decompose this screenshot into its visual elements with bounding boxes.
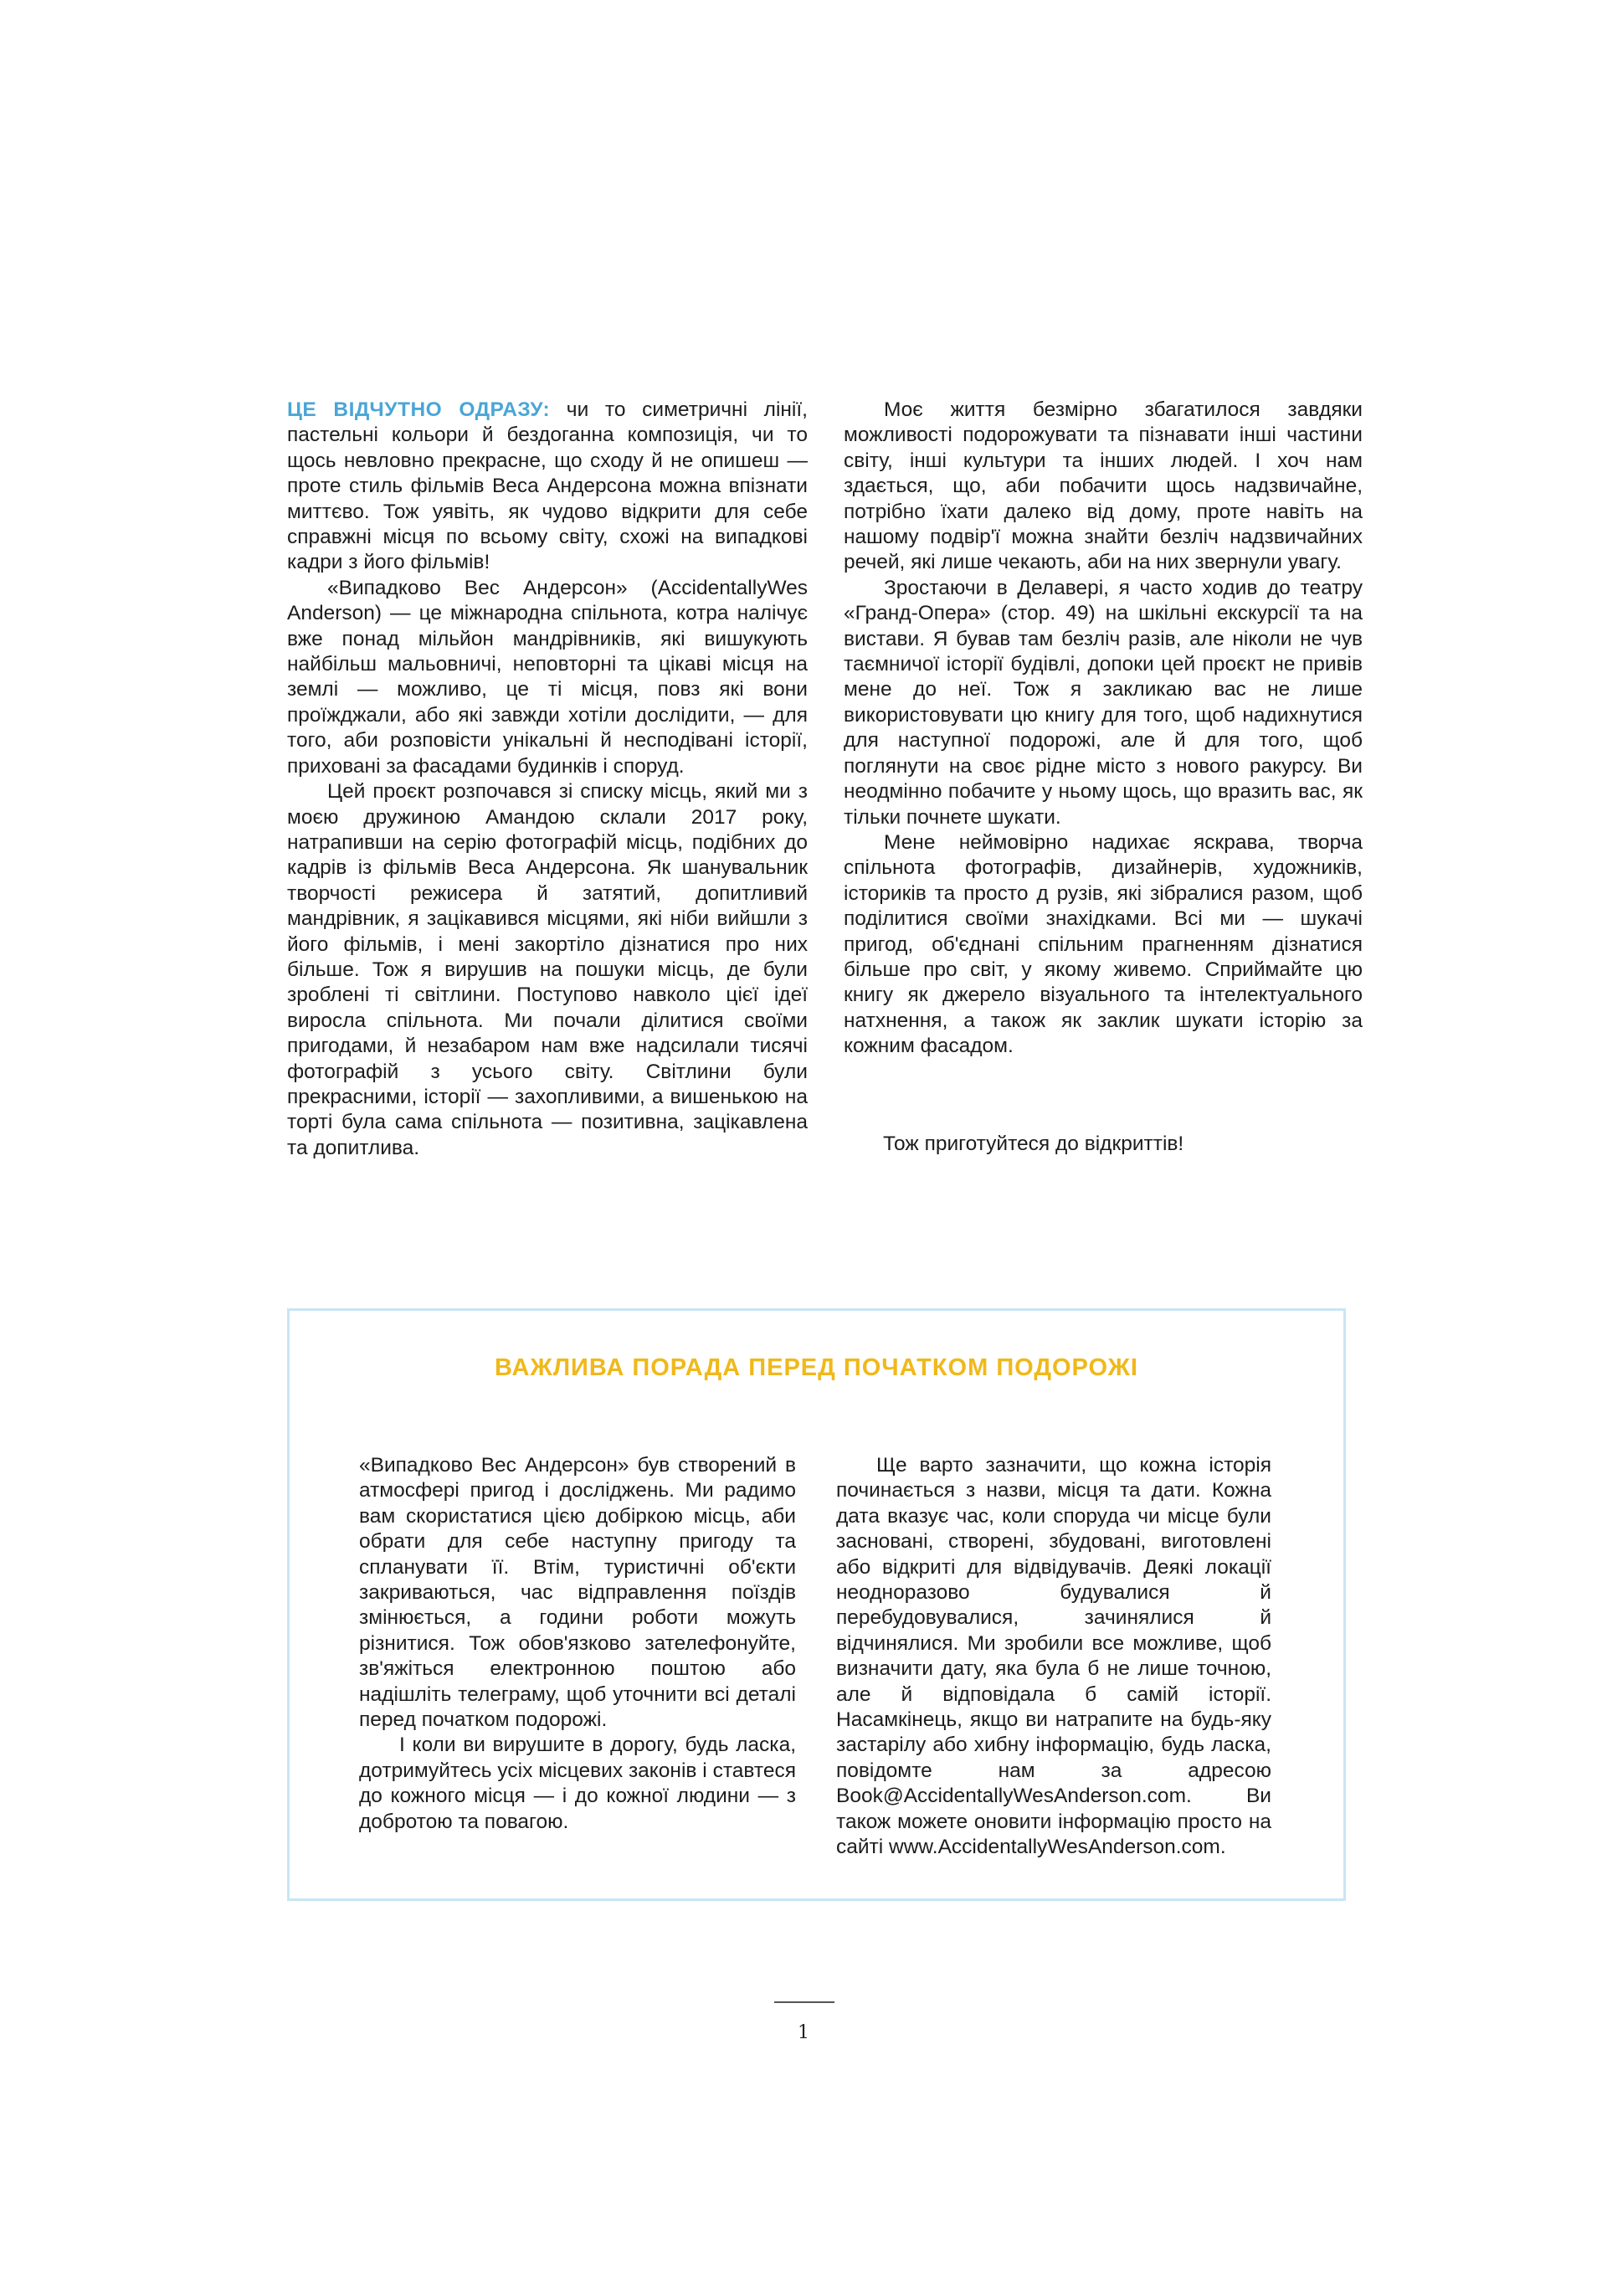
intro-right-column: [844, 398, 1363, 1060]
intro-paragraph-4: Моє життя безмірно збагатилося завдяки можливості подорожувати та пізнавати інші частини світу, інші культури та інших людей. І хоч нам здається, що, аби побачити щось надзвичайне, потрібно їхати далеко від дому, проте навіть на нашому подвір'ї можна знайти безліч надзвичайних речей, які лише чекають, аби на них звернули увагу.: [844, 398, 1363, 574]
page-number: 1: [798, 2022, 809, 2043]
tip-right-column: [836, 1453, 1271, 1861]
tip-paragraph-3: Ще варто зазначити, що кожна історія починається з назви, місця та дати. Кожна дата вказує час, коли споруда чи місце були засновані, створені, збудовані, виготовлені або відкриті для відвідувачів. Деякі локації неодноразово будувалися й перебудовувалися, зачинялися й відчинялися. Ми зробили все можливе, щоб визначити дату, яка була б не лише точною, але й відповідала б самій історії. Насамкінець, якщо ви натрапите на будь-яку застарілу або хибну інформацію, будь ласка, повідомте нам за адресою Book@AccidentallyWesAnderson.com. Ви також можете оновити інформацію просто на сайті www.AccidentallyWesAnderson.com.: [836, 1454, 1271, 1859]
intro-paragraph-2: «Випадково Вес Андерсон» (AccidentallyWes Anderson) — це міжнародна спільнота, котра налічує вже понад мільйон мандрівників, які вишукують найбільш мальовничі, неповторні та цікаві місця на землі — можливо, це ті місця, повз які вони проїжджали, або які завжди хотіли дослідити, — для того, аби розповісти унікальні й несподівані історії, приховані за фасадами будинків і споруд.: [287, 576, 808, 778]
tip-paragraph-2: І коли ви вирушите в дорогу, будь ласка, дотримуйтесь усіх місцевих законів і ставтеся до кожного місця — і до кожної людини — з добротою та повагою.: [359, 1734, 796, 1833]
tip-left-column: [359, 1453, 796, 1835]
intro-paragraph-3: Цей проєкт розпочався зі списку місць, який ми з моєю дружиною Амандою склали 2017 року, натрапивши на серію фотографій місць, подібних до кадрів із фільмів Веса Андерсона. Як шанувальник творчості режисера й затятий, допитливий мандрівник, я зацікавився місцями, які ніби вийшли з його фільмів, і мені закортіло дізнатися про них більше. Тож я вирушив на пошуки місць, де були зроблені ті світлини. Поступово навколо цієї ідеї виросла спільнота. Ми почали ділитися своїми пригодами, й незабаром нам вже надсилали тисячі фотографій з усього світу. Світлини були прекрасними, історії — захопливими, а вишенькою на торті була сама спільнота — позитивна, зацікавлена та допитлива.: [287, 780, 808, 1159]
intro-left-column: [287, 398, 808, 1161]
intro-paragraph-6: Мене неймовірно надихає яскрава, творча спільнота фотографів, дизайнерів, художників, істориків та просто д рузів, які зібралися разом, щоб поділитися своїми знахідками. Всі ми — шукачі пригод, об'єднані спільним прагненням дізнатися більше про світ, у якому живемо. Сприймайте цю книгу як джерело візуального та інтелектуального натхнення, а також як заклик шукати історію за кожним фасадом.: [844, 830, 1363, 1058]
intro-paragraph-1: [287, 398, 808, 576]
tip-title: ВАЖЛИВА ПОРАДА ПЕРЕД ПОЧАТКОМ ПОДОРОЖІ: [495, 1354, 1138, 1381]
travel-tip-box: [287, 1308, 1346, 1901]
intro-paragraph-1-text: чи то симетричні лінії, пастельні кольори й бездоганна композиція, чи то щось невловно прекрасне, що сходу й не опишеш — проте стиль фільмів Веса Андерсона можна впізнати миттєво. Тож уявіть, як чудово відкрити для себе справжні місця по всьому світу, схожі на випадкові кадри з його фільмів!: [287, 398, 808, 574]
tip-paragraph-1: «Випадково Вес Андерсон» був створений в атмосфері пригод і досліджень. Ми радимо вам скористатися цією добіркою місць, аби обрати для себе наступну пригоду та спланувати її. Втім, туристичні об'єкти закриваються, час відправлення поїздів змінюється, а години роботи можуть різнитися. Тож обов'язково зателефонуйте, зв'яжіться електронною поштою або надішліть телеграму, щоб уточнити всі деталі перед початком подорожі.: [359, 1454, 796, 1732]
closing-line: Тож приготуйтеся до відкриттів!: [883, 1133, 1184, 1155]
intro-paragraph-5: Зростаючи в Делавері, я часто ходив до театру «Гранд-Опера» (стор. 49) на шкільні екскурсії та на вистави. Я бував там безліч разів, але ніколи не чув таємничої історії будівлі, допоки цей проєкт не привів мене до неї. Тож я закликаю вас не лише використовувати цю книгу для того, щоб надихнутися для наступної подорожі, але й для того, щоб поглянути на своє рідне місто з нового ракурсу. Ви неодмінно побачите у ньому щось, що вразить вас, як тільки почнете шукати.: [844, 576, 1363, 829]
page-number-rule: [774, 2001, 834, 2003]
lead-heading: ЦЕ ВІДЧУТНО ОДРАЗУ:: [287, 398, 551, 421]
